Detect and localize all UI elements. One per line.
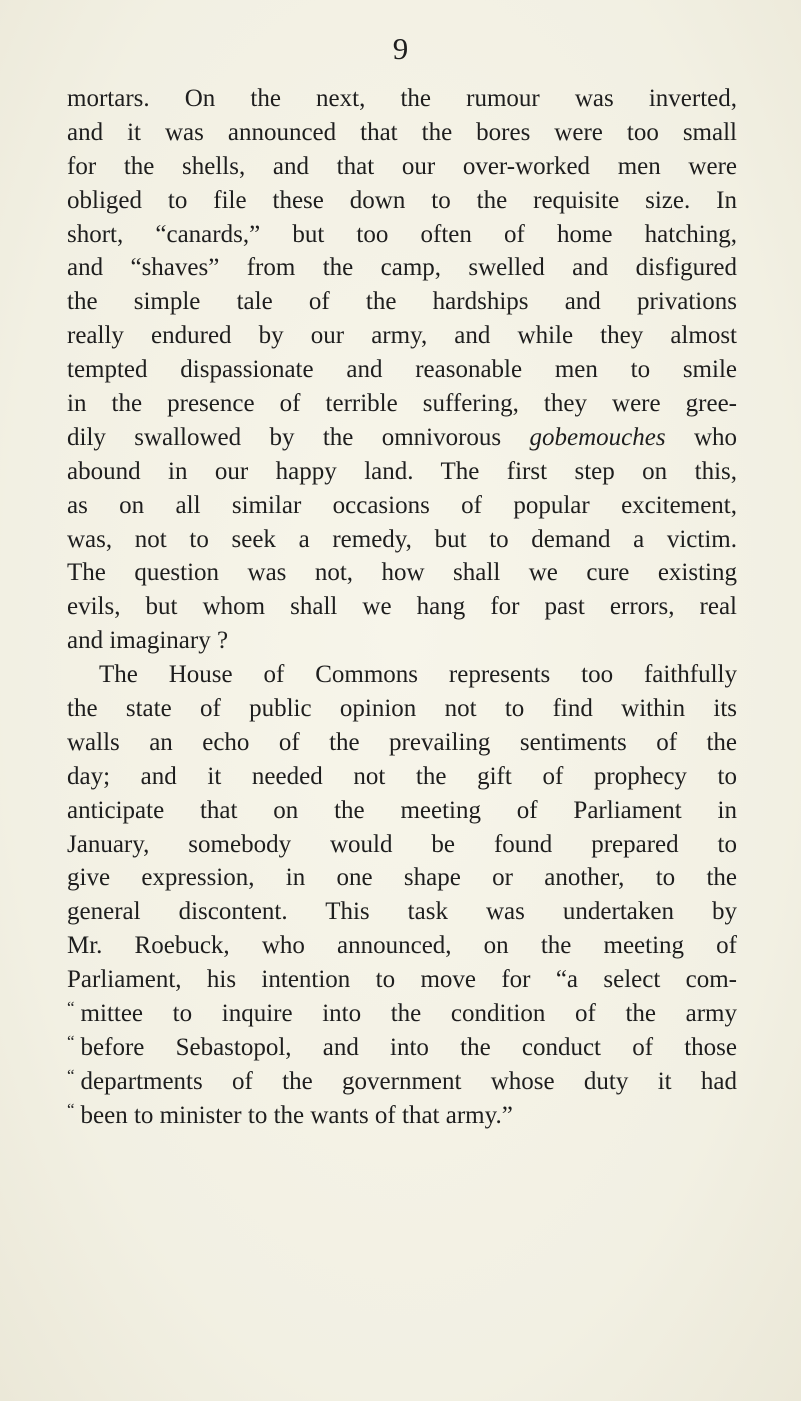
text-segment: who [693, 423, 737, 451]
italic-word: gobemouches [529, 423, 666, 451]
text-line: mortars. On the next, the rumour was inverted, [67, 85, 737, 112]
text-line [67, 997, 737, 1031]
text-line: and “shaves” from the camp, swelled and disfigured [67, 254, 737, 282]
text-line: give expression, in one shape or another, to the [67, 864, 737, 892]
text-line: short, “canards,” but too often of home hatching, [67, 220, 737, 248]
text-line: anticipate that on the meeting of Parliament in [67, 796, 737, 824]
text-line: day; and it needed not the gift of prophecy to [67, 762, 737, 790]
text-line: and imaginary ? [67, 627, 229, 655]
text-segment: dily swallowed by the omnivorous [67, 423, 502, 451]
text-line: and it was announced that the bores were too small [67, 118, 737, 146]
text-line: evils, but whom shall we hang for past errors, real [67, 593, 737, 621]
quote-mark: “ [67, 1065, 75, 1085]
quote-mark: “ [67, 998, 75, 1018]
text-line: abound in our happy land. The first step on this, [67, 457, 737, 485]
text-line: Parliament, his intention to move for “a select com- [67, 966, 737, 994]
text-line: walls an echo of the prevailing sentiments of the [67, 728, 737, 756]
text-segment: been to minister to the wants of that army.” [80, 1101, 513, 1129]
text-line [67, 421, 737, 455]
text-line: Mr. Roebuck, who announced, on the meeting of [67, 932, 737, 960]
quote-mark: “ [67, 1031, 75, 1051]
text-segment: mittee to inquire into the condition of the army [80, 1000, 737, 1028]
body-text [67, 82, 737, 1133]
text-line: as on all similar occasions of popular excitement, [67, 491, 737, 519]
text-line: was, not to seek a remedy, but to demand a victim. [67, 525, 737, 553]
text-line: for the shells, and that our over-worked men were [67, 152, 737, 180]
text-segment: departments of the government whose duty it had [80, 1067, 737, 1095]
text-line: in the presence of terrible suffering, they were gree- [67, 390, 737, 418]
text-line: The House of Commons represents too faithfully [99, 661, 737, 689]
text-line: the state of public opinion not to find within its [67, 695, 737, 723]
text-line: January, somebody would be found prepared to [67, 830, 737, 858]
page-number: 9 [392, 31, 409, 66]
text-line: The question was not, how shall we cure existing [67, 559, 737, 587]
text-line: obliged to file these down to the requisite size. In [67, 186, 737, 214]
text-line [67, 1031, 737, 1065]
text-line [67, 1099, 737, 1133]
text-line: general discontent. This task was undertaken by [67, 898, 737, 926]
text-segment: before Sebastopol, and into the conduct of those [80, 1033, 737, 1061]
text-line [67, 1065, 737, 1099]
text-line: tempted dispassionate and reasonable men to smile [67, 356, 737, 384]
text-line: really endured by our army, and while they almost [67, 322, 737, 350]
text-line: the simple tale of the hardships and privations [67, 288, 737, 316]
quote-mark: “ [67, 1099, 75, 1119]
